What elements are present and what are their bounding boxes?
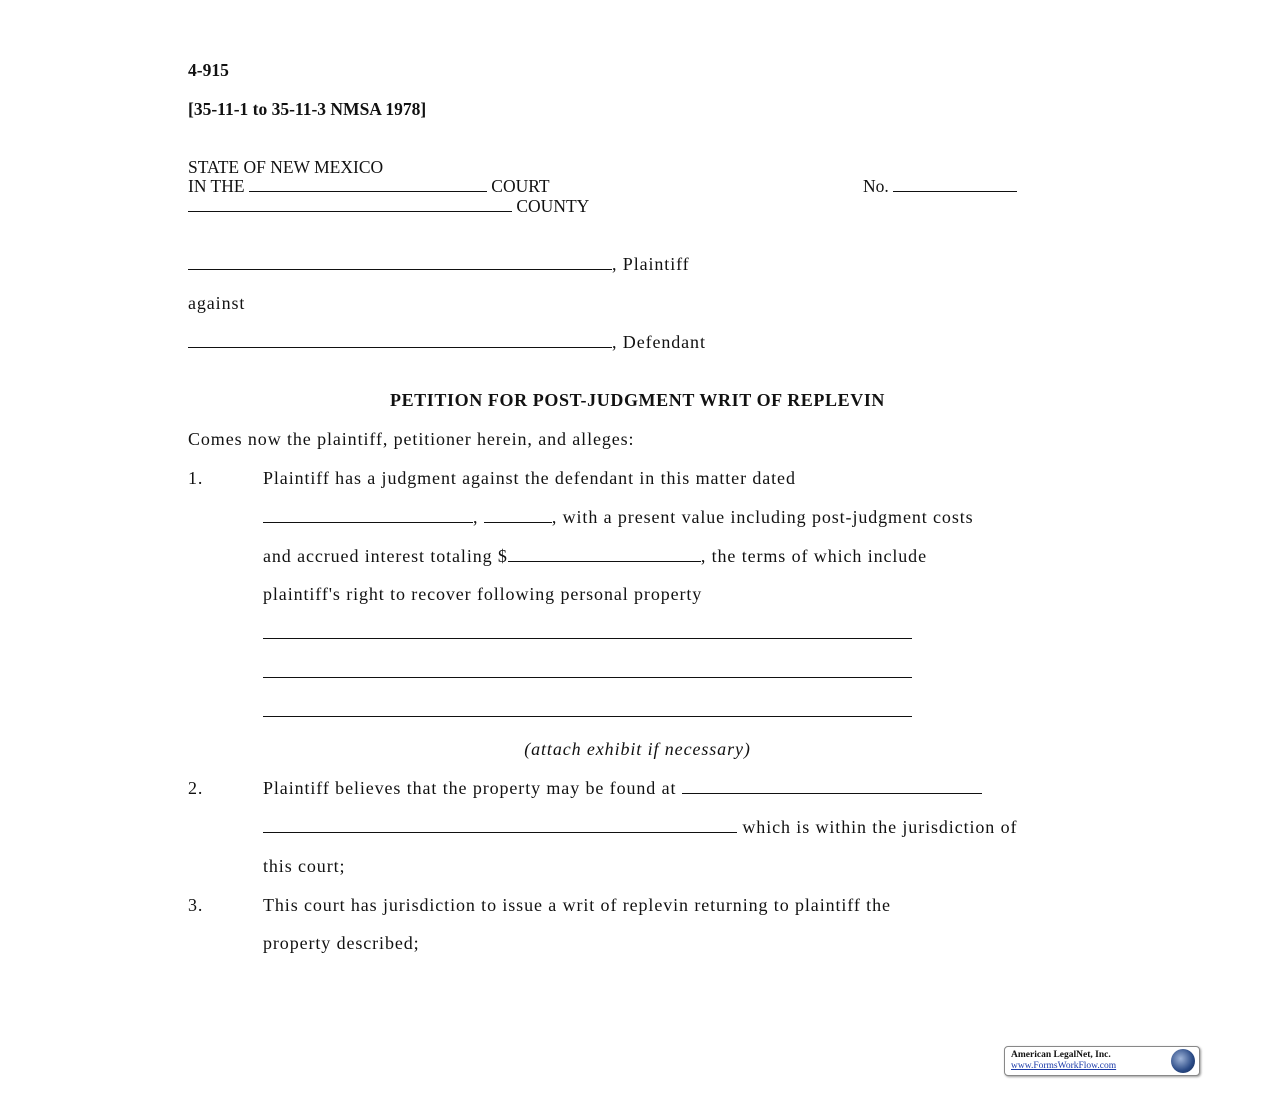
defendant-line	[188, 331, 706, 353]
court-name-field[interactable]	[249, 176, 487, 192]
logo-url-link[interactable]: www.FormsWorkFlow.com	[1011, 1061, 1117, 1071]
item-2-line-2-text: which is within the jurisdiction of	[742, 817, 1018, 837]
intro-text: Comes now the plaintiff, petitioner herein, and alleges:	[188, 429, 635, 449]
defendant-name-field[interactable]	[188, 332, 612, 348]
item-1-line-3-text-b: , the terms of which include	[700, 546, 927, 566]
case-number-field[interactable]	[893, 176, 1017, 192]
court-label: COURT	[491, 176, 550, 196]
plaintiff-line	[188, 253, 690, 275]
property-field-3[interactable]	[263, 700, 912, 722]
item-3-line-2: property described;	[263, 933, 420, 953]
item-2-number: 2.	[188, 778, 204, 798]
case-number-label: No.	[863, 176, 889, 196]
property-field-1[interactable]	[263, 622, 912, 644]
case-number-line	[863, 175, 1017, 197]
item-1-line-1: Plaintiff has a judgment against the defendant in this matter dated	[263, 468, 796, 488]
document-title: PETITION FOR POST-JUDGMENT WRIT OF REPLEVIN	[389, 390, 886, 410]
county-label: COUNTY	[516, 196, 590, 216]
item-2-line-2	[263, 816, 1017, 838]
judgment-year-field[interactable]	[484, 507, 552, 523]
plaintiff-label: , Plaintiff	[612, 254, 690, 274]
item-1-number: 1.	[188, 468, 204, 488]
item-3-line-1: This court has jurisdiction to issue a writ of replevin returning to plaintiff the	[263, 895, 891, 915]
item-1-line-3	[263, 545, 927, 567]
against-label: against	[188, 293, 246, 313]
item-3-number: 3.	[188, 895, 204, 915]
american-legalnet-logo[interactable]	[1004, 1046, 1200, 1076]
statute-reference: [35-11-1 to 35-11-3 NMSA 1978]	[188, 99, 427, 119]
logo-company: American LegalNet, Inc.	[1011, 1050, 1111, 1060]
defendant-label: , Defendant	[612, 332, 706, 352]
item-1-line-2	[263, 506, 974, 528]
plaintiff-name-field[interactable]	[188, 254, 612, 270]
property-field-2[interactable]	[263, 661, 912, 683]
comma: ,	[473, 507, 479, 527]
judgment-date-field[interactable]	[263, 507, 473, 523]
county-line	[188, 195, 589, 217]
court-line	[188, 175, 550, 197]
item-2-line-3: this court;	[263, 856, 346, 876]
attach-exhibit-note: (attach exhibit if necessary)	[524, 739, 751, 759]
county-name-field[interactable]	[188, 196, 512, 212]
property-location-field-1[interactable]	[682, 778, 982, 794]
item-2-line-1-text: Plaintiff believes that the property may be found at	[263, 778, 677, 798]
form-number: 4-915	[188, 60, 229, 80]
item-1-line-4: plaintiff's right to recover following personal property	[263, 584, 703, 604]
item-1-line-3-text-a: and accrued interest totaling $	[263, 546, 508, 566]
state-label: STATE OF NEW MEXICO	[188, 157, 384, 177]
item-2-line-1	[263, 777, 982, 799]
globe-icon	[1171, 1049, 1195, 1073]
in-the-label: IN THE	[188, 176, 245, 196]
item-1-line-2-text: , with a present value including post-judgment costs	[551, 507, 974, 527]
property-location-field-2[interactable]	[263, 817, 737, 833]
total-amount-field[interactable]	[508, 546, 701, 562]
